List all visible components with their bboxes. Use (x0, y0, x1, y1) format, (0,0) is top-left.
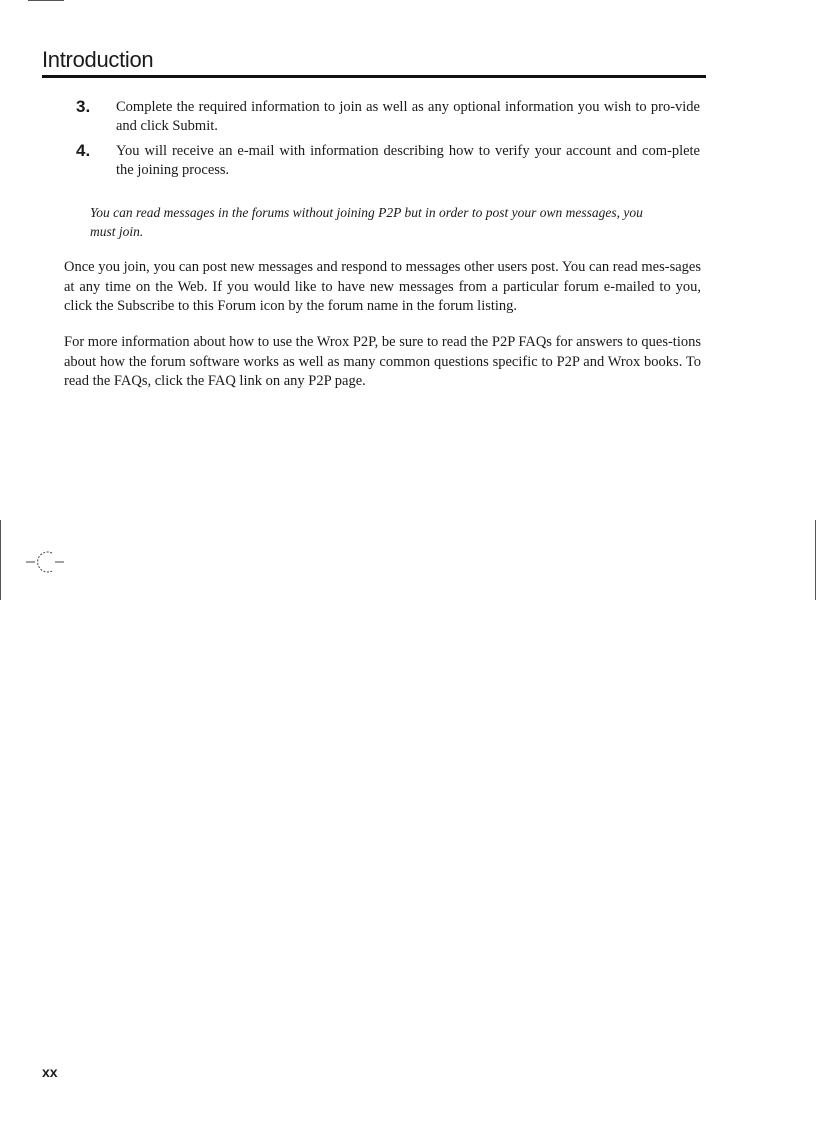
body-paragraph: Once you join, you can post new messages and respond to messages other users post. You can read mes-sages at any time on the Web. If you would like to have new messages from a particular forum e-mailed to you, click the Subscribe to this Forum icon by the forum name in the forum listing. (64, 259, 701, 314)
body-paragraph: For more information about how to use the Wrox P2P, be sure to read the P2P FAQs for answers to ques-tions about how the forum software works as well as many common questions specific to P2P and Wrox books. To read the FAQs, click the FAQ link on any P2P page. (64, 334, 701, 389)
registration-mark-icon (26, 550, 66, 574)
step-number: 3. (76, 97, 91, 116)
numbered-steps (76, 98, 700, 186)
step-item (76, 98, 700, 136)
chapter-header (42, 46, 706, 78)
step-text: You will receive an e-mail with information describing how to verify your account and com-plete the joining process. (116, 143, 700, 178)
crop-mark-left (0, 520, 1, 600)
page-number: xx (42, 1064, 58, 1080)
italic-note: You can read messages in the forums without joining P2P but in order to post your own messages, you must join. (90, 205, 643, 239)
crop-mark-top (28, 0, 64, 1)
chapter-title: Introduction (42, 47, 154, 72)
step-number: 4. (76, 141, 91, 160)
step-item (76, 142, 700, 180)
step-text: Complete the required information to join as well as any optional information you wish to pro-vide and click Submit. (116, 99, 700, 134)
